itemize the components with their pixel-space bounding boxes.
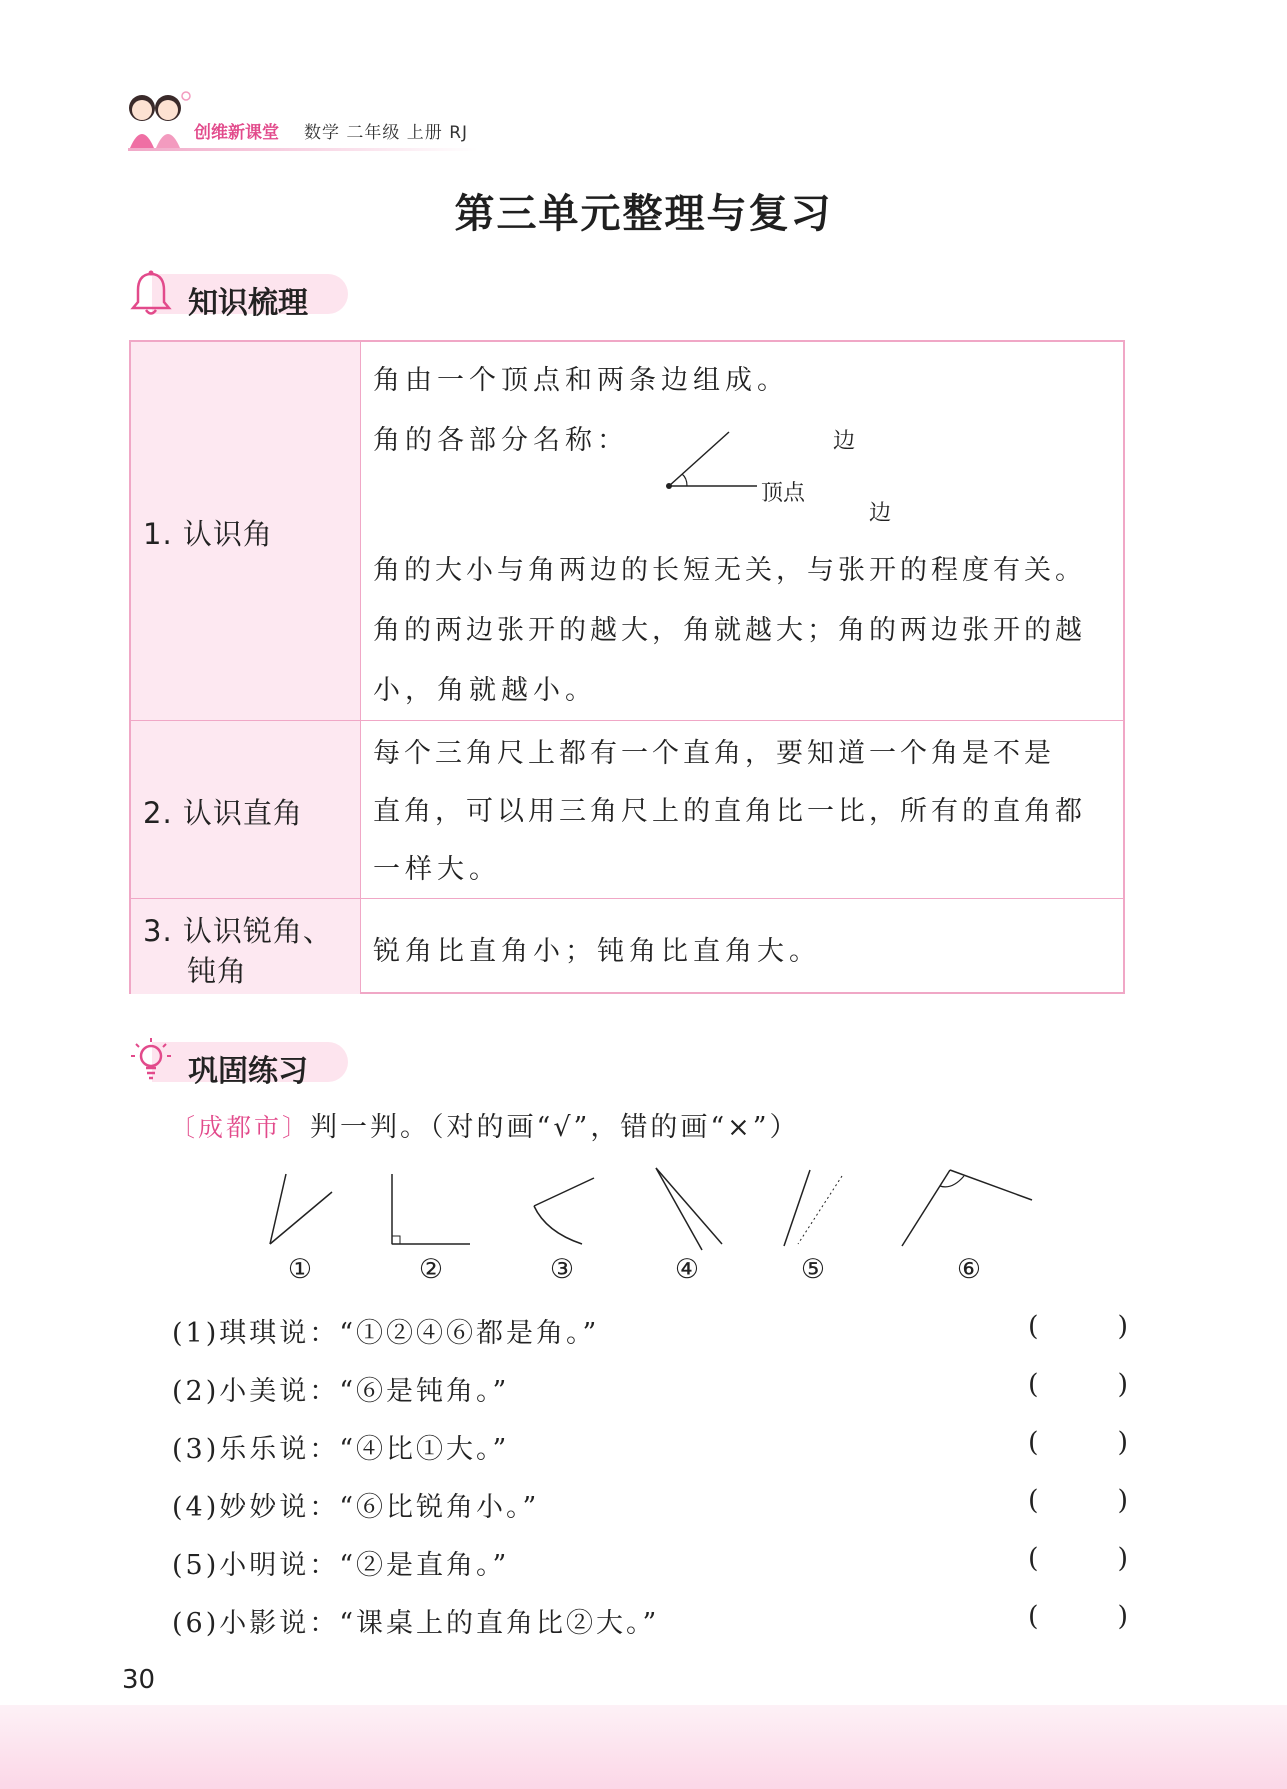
- page-header: [120, 82, 500, 152]
- edge-label-bottom: 边: [869, 501, 892, 526]
- answer-blank-1[interactable]: [1028, 1311, 1128, 1342]
- row-label: 2. 认识直角: [143, 796, 303, 830]
- vertex-label: 顶点: [761, 481, 806, 506]
- paren-close: ): [1117, 1543, 1128, 1574]
- edge-label-top: 边: [833, 429, 856, 454]
- kids-mascot-logo: [120, 88, 192, 150]
- row-label: 1. 认识角: [143, 517, 273, 551]
- figure-2-right-angle: [392, 1174, 470, 1244]
- answer-blank-4[interactable]: [1028, 1485, 1128, 1516]
- text-line: 角的各部分名称：: [373, 425, 629, 456]
- figure-5-not-angle: [784, 1170, 842, 1246]
- question-5: (5)小明说：“②是直角。”: [172, 1550, 510, 1581]
- paren-open: (: [1028, 1311, 1039, 1342]
- bell-icon: [128, 268, 174, 318]
- row-label: 3. 认识锐角、: [143, 914, 333, 948]
- answer-blank-6[interactable]: [1028, 1601, 1128, 1632]
- figure-label: ⑥: [956, 1254, 982, 1285]
- row-content-cell: [361, 721, 1123, 898]
- section-title: 知识梳理: [188, 286, 308, 321]
- page-number: 30: [122, 1665, 156, 1695]
- figure-6-obtuse-angle: [902, 1170, 1032, 1246]
- row-content-cell: [361, 899, 1123, 994]
- answer-blank-2[interactable]: [1028, 1369, 1128, 1400]
- section-practice-heading: [128, 1036, 358, 1088]
- brand-name: 创维新课堂: [194, 123, 279, 143]
- paren-open: (: [1028, 1427, 1039, 1458]
- figure-label: ④: [674, 1254, 700, 1285]
- question-3: (3)乐乐说：“④比①大。”: [172, 1434, 510, 1465]
- text-line: 角的大小与角两边的长短无关，与张开的程度有关。: [373, 555, 1086, 586]
- header-divider: [128, 148, 478, 151]
- paren-close: ): [1117, 1601, 1128, 1632]
- knowledge-table: [129, 340, 1125, 994]
- paren-close: ): [1117, 1485, 1128, 1516]
- text-line: 角由一个顶点和两条边组成。: [373, 365, 789, 396]
- figure-label: ③: [549, 1254, 575, 1285]
- paren-close: ): [1117, 1427, 1128, 1458]
- question-1: (1)琪琪说：“①②④⑥都是角。”: [172, 1318, 600, 1349]
- table-row: [131, 898, 1123, 994]
- exercise-instruction: [170, 1105, 800, 1144]
- source-tag: 〔成都市〕: [170, 1113, 311, 1142]
- text-line: 锐角比直角小；钝角比直角大。: [373, 936, 821, 967]
- paren-open: (: [1028, 1485, 1039, 1516]
- lightbulb-icon: [128, 1036, 174, 1086]
- bottom-decor-band: [0, 1705, 1287, 1789]
- section-knowledge-heading: [128, 268, 358, 320]
- instruction-text: 判一判。（对的画“√”，错的画“×”）: [310, 1112, 800, 1143]
- text-line: 每个三角尺上都有一个直角，要知道一个角是不是: [373, 738, 1055, 769]
- paren-close: ): [1117, 1311, 1128, 1342]
- paren-open: (: [1028, 1601, 1039, 1632]
- table-row: [131, 720, 1123, 898]
- figure-label: ②: [418, 1254, 444, 1285]
- answer-blank-3[interactable]: [1028, 1427, 1128, 1458]
- book-info: 数学 二年级 上册 RJ: [304, 123, 469, 143]
- text-line: 小，角就越小。: [373, 675, 597, 706]
- row-label-cell: [131, 721, 361, 898]
- section-title: 巩固练习: [188, 1054, 308, 1089]
- page-title: 第三单元整理与复习: [454, 191, 833, 237]
- text-line: 直角，可以用三角尺上的直角比一比，所有的直角都: [373, 796, 1086, 827]
- table-row: [131, 342, 1123, 720]
- text-line: 一样大。: [373, 854, 501, 885]
- paren-close: ): [1117, 1369, 1128, 1400]
- question-6: (6)小影说：“课桌上的直角比②大。”: [172, 1608, 660, 1639]
- figure-label: ⑤: [800, 1254, 826, 1285]
- figure-label: ①: [287, 1254, 313, 1285]
- row-label-cell: [131, 899, 361, 994]
- figure-3-curved: [534, 1178, 594, 1244]
- question-2: (2)小美说：“⑥是钝角。”: [172, 1376, 510, 1407]
- paren-open: (: [1028, 1369, 1039, 1400]
- row-label-cell: [131, 342, 361, 720]
- question-4: (4)妙妙说：“⑥比锐角小。”: [172, 1492, 540, 1523]
- figure-4-acute-angle: [656, 1168, 722, 1250]
- row-content-cell: [361, 342, 1123, 720]
- figure-1-acute-angle: [270, 1162, 332, 1244]
- text-line: 角的两边张开的越大，角就越大；角的两边张开的越: [373, 615, 1086, 646]
- answer-blank-5[interactable]: [1028, 1543, 1128, 1574]
- paren-open: (: [1028, 1543, 1039, 1574]
- row-label: 钝角: [187, 954, 248, 988]
